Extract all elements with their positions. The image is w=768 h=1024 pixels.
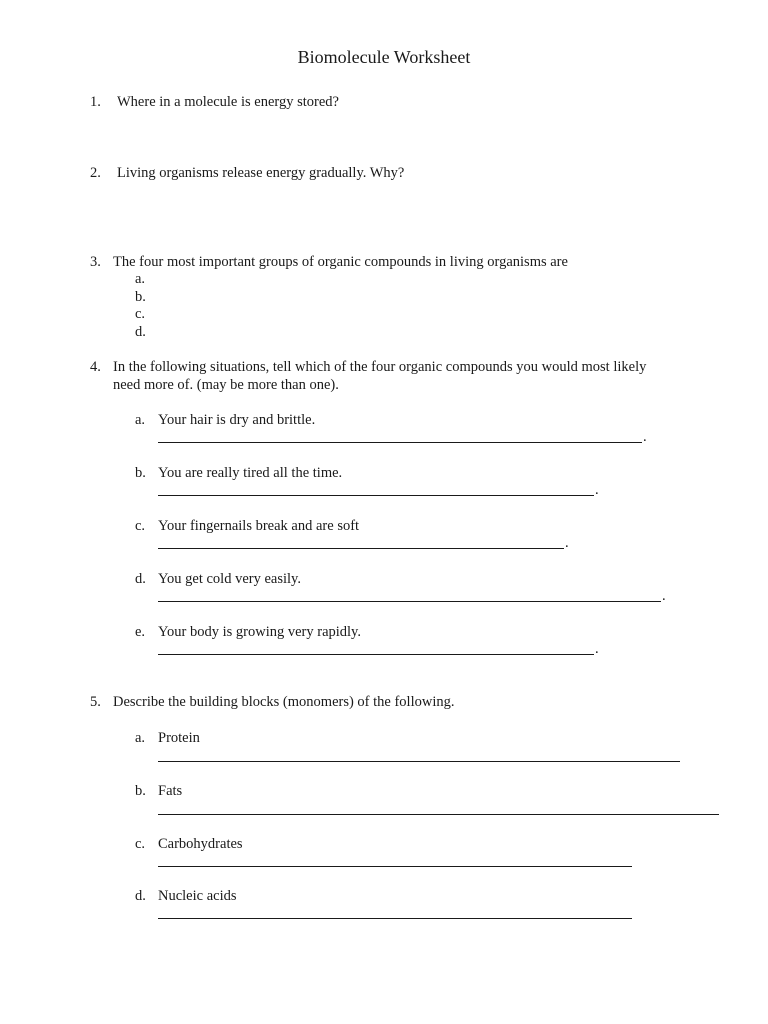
subquestion-text: You are really tired all the time. [158, 465, 343, 481]
answer-line[interactable] [158, 601, 661, 602]
question-text: Describe the building blocks (monomers) of the following. [113, 694, 455, 710]
question-number: 3. [90, 254, 101, 270]
subquestion-letter: b. [135, 783, 146, 799]
subquestion-letter: c. [135, 836, 146, 852]
question-number: 1. [90, 94, 101, 110]
question-text: The four most important groups of organic compounds in living organisms are [113, 254, 568, 270]
subquestion-text: Carbohydrates [158, 836, 243, 852]
answer-line[interactable] [158, 761, 680, 762]
answer-period: . [595, 482, 599, 498]
subquestion-text: Protein [158, 730, 200, 746]
answer-period: . [595, 641, 599, 657]
list-item-letter: b. [135, 289, 146, 305]
answer-period: . [662, 588, 666, 604]
list-item-letter: d. [135, 324, 146, 340]
answer-line[interactable] [158, 442, 642, 443]
subquestion-letter: d. [135, 571, 146, 587]
answer-period: . [565, 535, 569, 551]
subquestion-text: Fats [158, 783, 183, 799]
question-text: Living organisms release energy gradually. Why? [117, 165, 405, 181]
question-number: 5. [90, 694, 101, 710]
answer-line[interactable] [158, 918, 632, 919]
subquestion-text: Nucleic acids [158, 888, 237, 904]
subquestion-letter: d. [135, 888, 146, 904]
list-item-letter: a. [135, 271, 146, 287]
subquestion-text: Your hair is dry and brittle. [158, 412, 316, 428]
answer-line[interactable] [158, 654, 594, 655]
question-number: 2. [90, 165, 101, 181]
subquestion-letter: e. [135, 624, 146, 640]
page-title: Biomolecule Worksheet [297, 47, 471, 67]
subquestion-letter: b. [135, 465, 146, 481]
answer-line[interactable] [158, 548, 564, 549]
answer-line[interactable] [158, 866, 632, 867]
question-text: Where in a molecule is energy stored? [117, 94, 339, 110]
question-text-line-1: In the following situations, tell which of the four organic compounds you would most likely [113, 359, 647, 375]
answer-line[interactable] [158, 495, 594, 496]
subquestion-letter: a. [135, 730, 146, 746]
list-item-letter: c. [135, 306, 146, 322]
question-number: 4. [90, 359, 101, 375]
subquestion-text: Your body is growing very rapidly. [158, 624, 361, 640]
subquestion-letter: a. [135, 412, 146, 428]
subquestion-text: You get cold very easily. [158, 571, 301, 587]
subquestion-letter: c. [135, 518, 146, 534]
answer-period: . [643, 429, 647, 445]
answer-line[interactable] [158, 814, 719, 815]
question-text-line-2: need more of. (may be more than one). [113, 377, 339, 393]
subquestion-text: Your fingernails break and are soft [158, 518, 360, 534]
